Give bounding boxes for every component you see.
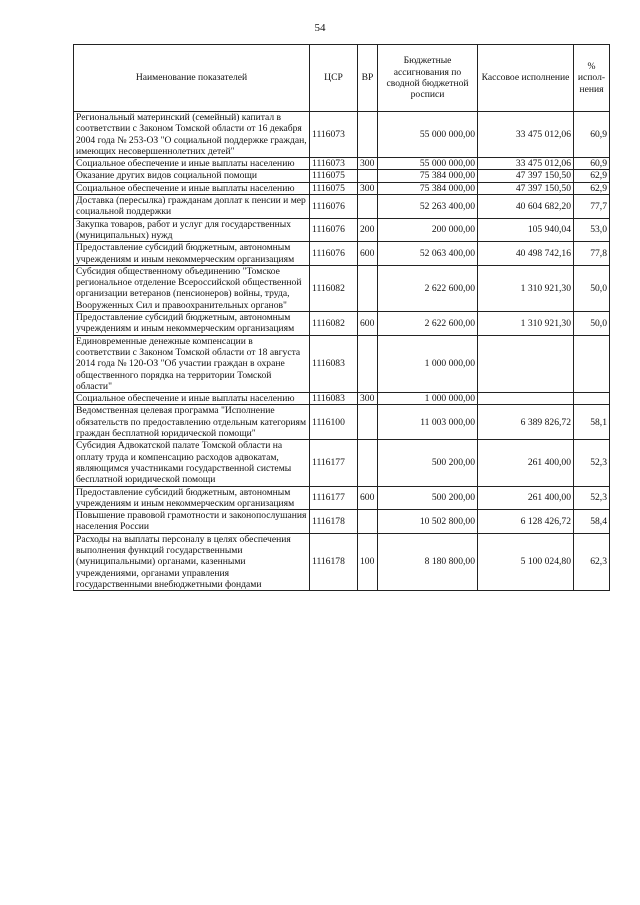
header-executed: Кассовое исполнение [478, 45, 574, 112]
cell-percent: 60,9 [574, 158, 610, 170]
table-header-row [74, 45, 610, 112]
table-row [74, 440, 610, 486]
cell-assigned: 11 003 000,00 [378, 405, 478, 440]
cell-percent: 77,7 [574, 195, 610, 219]
header-vr: ВР [358, 45, 378, 112]
cell-executed: 33 475 012,06 [478, 158, 574, 170]
cell-vr: 100 [358, 533, 378, 590]
cell-percent: 52,3 [574, 486, 610, 510]
table-row [74, 112, 610, 158]
table-row [74, 312, 610, 336]
cell-vr: 600 [358, 312, 378, 336]
cell-percent: 50,0 [574, 312, 610, 336]
cell-vr [358, 335, 378, 392]
table-row [74, 393, 610, 405]
cell-percent [574, 335, 610, 392]
table-row [74, 218, 610, 242]
cell-name: Региональный материнский (семейный) капитал в соответствии с Законом Томской области от 16 декабря 2004 года № 253-ОЗ "О социальной поддержке граждан, имеющих несовершеннолетних детей" [74, 112, 310, 158]
cell-assigned: 52 063 400,00 [378, 242, 478, 266]
cell-csr: 1116076 [310, 242, 358, 266]
cell-name: Предоставление субсидий бюджетным, автономным учреждениям и иным некоммерческим организациям [74, 242, 310, 266]
cell-vr: 300 [358, 158, 378, 170]
cell-assigned: 55 000 000,00 [378, 158, 478, 170]
cell-assigned: 8 180 800,00 [378, 533, 478, 590]
cell-csr: 1116177 [310, 486, 358, 510]
cell-executed: 40 498 742,16 [478, 242, 574, 266]
cell-executed: 6 128 426,72 [478, 510, 574, 534]
table-row [74, 405, 610, 440]
header-percent: % испол-нения [574, 45, 610, 112]
table-row [74, 533, 610, 590]
table-row [74, 170, 610, 182]
cell-assigned: 1 000 000,00 [378, 335, 478, 392]
table-row [74, 182, 610, 194]
cell-executed: 47 397 150,50 [478, 170, 574, 182]
cell-executed: 5 100 024,80 [478, 533, 574, 590]
cell-percent: 60,9 [574, 112, 610, 158]
cell-assigned: 75 384 000,00 [378, 170, 478, 182]
cell-percent: 50,0 [574, 265, 610, 311]
cell-csr: 1116082 [310, 312, 358, 336]
cell-assigned: 10 502 800,00 [378, 510, 478, 534]
budget-table [73, 44, 610, 591]
cell-vr [358, 112, 378, 158]
cell-vr [358, 405, 378, 440]
table-row [74, 510, 610, 534]
cell-vr: 300 [358, 393, 378, 405]
cell-percent: 62,3 [574, 533, 610, 590]
cell-vr: 200 [358, 218, 378, 242]
cell-assigned: 2 622 600,00 [378, 265, 478, 311]
cell-name: Повышение правовой грамотности и законопослушания населения России [74, 510, 310, 534]
cell-executed: 105 940,04 [478, 218, 574, 242]
table-row [74, 335, 610, 392]
cell-vr: 600 [358, 486, 378, 510]
cell-percent: 58,1 [574, 405, 610, 440]
table-row [74, 242, 610, 266]
cell-csr: 1116083 [310, 393, 358, 405]
cell-vr: 300 [358, 182, 378, 194]
cell-percent: 62,9 [574, 182, 610, 194]
cell-vr [358, 195, 378, 219]
cell-vr [358, 440, 378, 486]
header-csr: ЦСР [310, 45, 358, 112]
cell-executed: 1 310 921,30 [478, 312, 574, 336]
cell-executed [478, 393, 574, 405]
cell-csr: 1116178 [310, 533, 358, 590]
cell-name: Доставка (пересылка) гражданам доплат к пенсии и мер социальной поддержки [74, 195, 310, 219]
cell-assigned: 55 000 000,00 [378, 112, 478, 158]
cell-executed: 1 310 921,30 [478, 265, 574, 311]
cell-csr: 1116073 [310, 112, 358, 158]
cell-name: Предоставление субсидий бюджетным, автономным учреждениям и иным некоммерческим организациям [74, 312, 310, 336]
cell-assigned: 1 000 000,00 [378, 393, 478, 405]
cell-assigned: 500 200,00 [378, 486, 478, 510]
cell-csr: 1116075 [310, 182, 358, 194]
cell-percent: 62,9 [574, 170, 610, 182]
cell-name: Ведомственная целевая программа "Исполнение обязательств по предоставлению отдельным категориям граждан бесплатной юридической помощи" [74, 405, 310, 440]
cell-csr: 1116076 [310, 195, 358, 219]
cell-executed: 261 400,00 [478, 486, 574, 510]
cell-name: Единовременные денежные компенсации в соответствии с Законом Томской области от 18 августа 2014 года № 120-ОЗ "Об участии граждан в охране общественного порядка на территории Томской области" [74, 335, 310, 392]
cell-csr: 1116083 [310, 335, 358, 392]
cell-percent: 77,8 [574, 242, 610, 266]
cell-assigned: 75 384 000,00 [378, 182, 478, 194]
cell-executed: 47 397 150,50 [478, 182, 574, 194]
cell-name: Субсидия Адвокатской палате Томской области на оплату труда и компенсацию расходов адвокатам, являющимся участниками государственной системы бесплатной юридической помощи [74, 440, 310, 486]
cell-vr [358, 265, 378, 311]
cell-csr: 1116177 [310, 440, 358, 486]
cell-percent: 53,0 [574, 218, 610, 242]
cell-csr: 1116100 [310, 405, 358, 440]
cell-executed: 40 604 682,20 [478, 195, 574, 219]
cell-vr [358, 510, 378, 534]
cell-executed: 33 475 012,06 [478, 112, 574, 158]
cell-name: Предоставление субсидий бюджетным, автономным учреждениям и иным некоммерческим организациям [74, 486, 310, 510]
cell-csr: 1116178 [310, 510, 358, 534]
header-assigned: Бюджетные ассигнования по сводной бюджетной росписи [378, 45, 478, 112]
cell-assigned: 2 622 600,00 [378, 312, 478, 336]
cell-csr: 1116076 [310, 218, 358, 242]
cell-name: Социальное обеспечение и иные выплаты населению [74, 393, 310, 405]
cell-name: Социальное обеспечение и иные выплаты населению [74, 158, 310, 170]
cell-csr: 1116075 [310, 170, 358, 182]
table-row [74, 265, 610, 311]
cell-executed [478, 335, 574, 392]
cell-csr: 1116082 [310, 265, 358, 311]
cell-assigned: 52 263 400,00 [378, 195, 478, 219]
cell-executed: 6 389 826,72 [478, 405, 574, 440]
header-name: Наименование показателей [74, 45, 310, 112]
cell-csr: 1116073 [310, 158, 358, 170]
table-row [74, 195, 610, 219]
cell-name: Расходы на выплаты персоналу в целях обеспечения выполнения функций государственными (муниципальными) органами, казенными учреждениями, органами управления государственными внебюджетными фондами [74, 533, 310, 590]
table-row [74, 158, 610, 170]
page-number: 54 [314, 22, 326, 34]
table-row [74, 486, 610, 510]
cell-percent: 52,3 [574, 440, 610, 486]
cell-percent: 58,4 [574, 510, 610, 534]
cell-name: Закупка товаров, работ и услуг для государственных (муниципальных) нужд [74, 218, 310, 242]
cell-assigned: 500 200,00 [378, 440, 478, 486]
cell-assigned: 200 000,00 [378, 218, 478, 242]
cell-name: Социальное обеспечение и иные выплаты населению [74, 182, 310, 194]
cell-name: Субсидия общественному объединению "Томское региональное отделение Всероссийской общественной организации ветеранов (пенсионеров) войны, труда, Вооруженных Сил и правоохранительных органов" [74, 265, 310, 311]
cell-executed: 261 400,00 [478, 440, 574, 486]
cell-percent [574, 393, 610, 405]
cell-name: Оказание других видов социальной помощи [74, 170, 310, 182]
cell-vr [358, 170, 378, 182]
cell-vr: 600 [358, 242, 378, 266]
